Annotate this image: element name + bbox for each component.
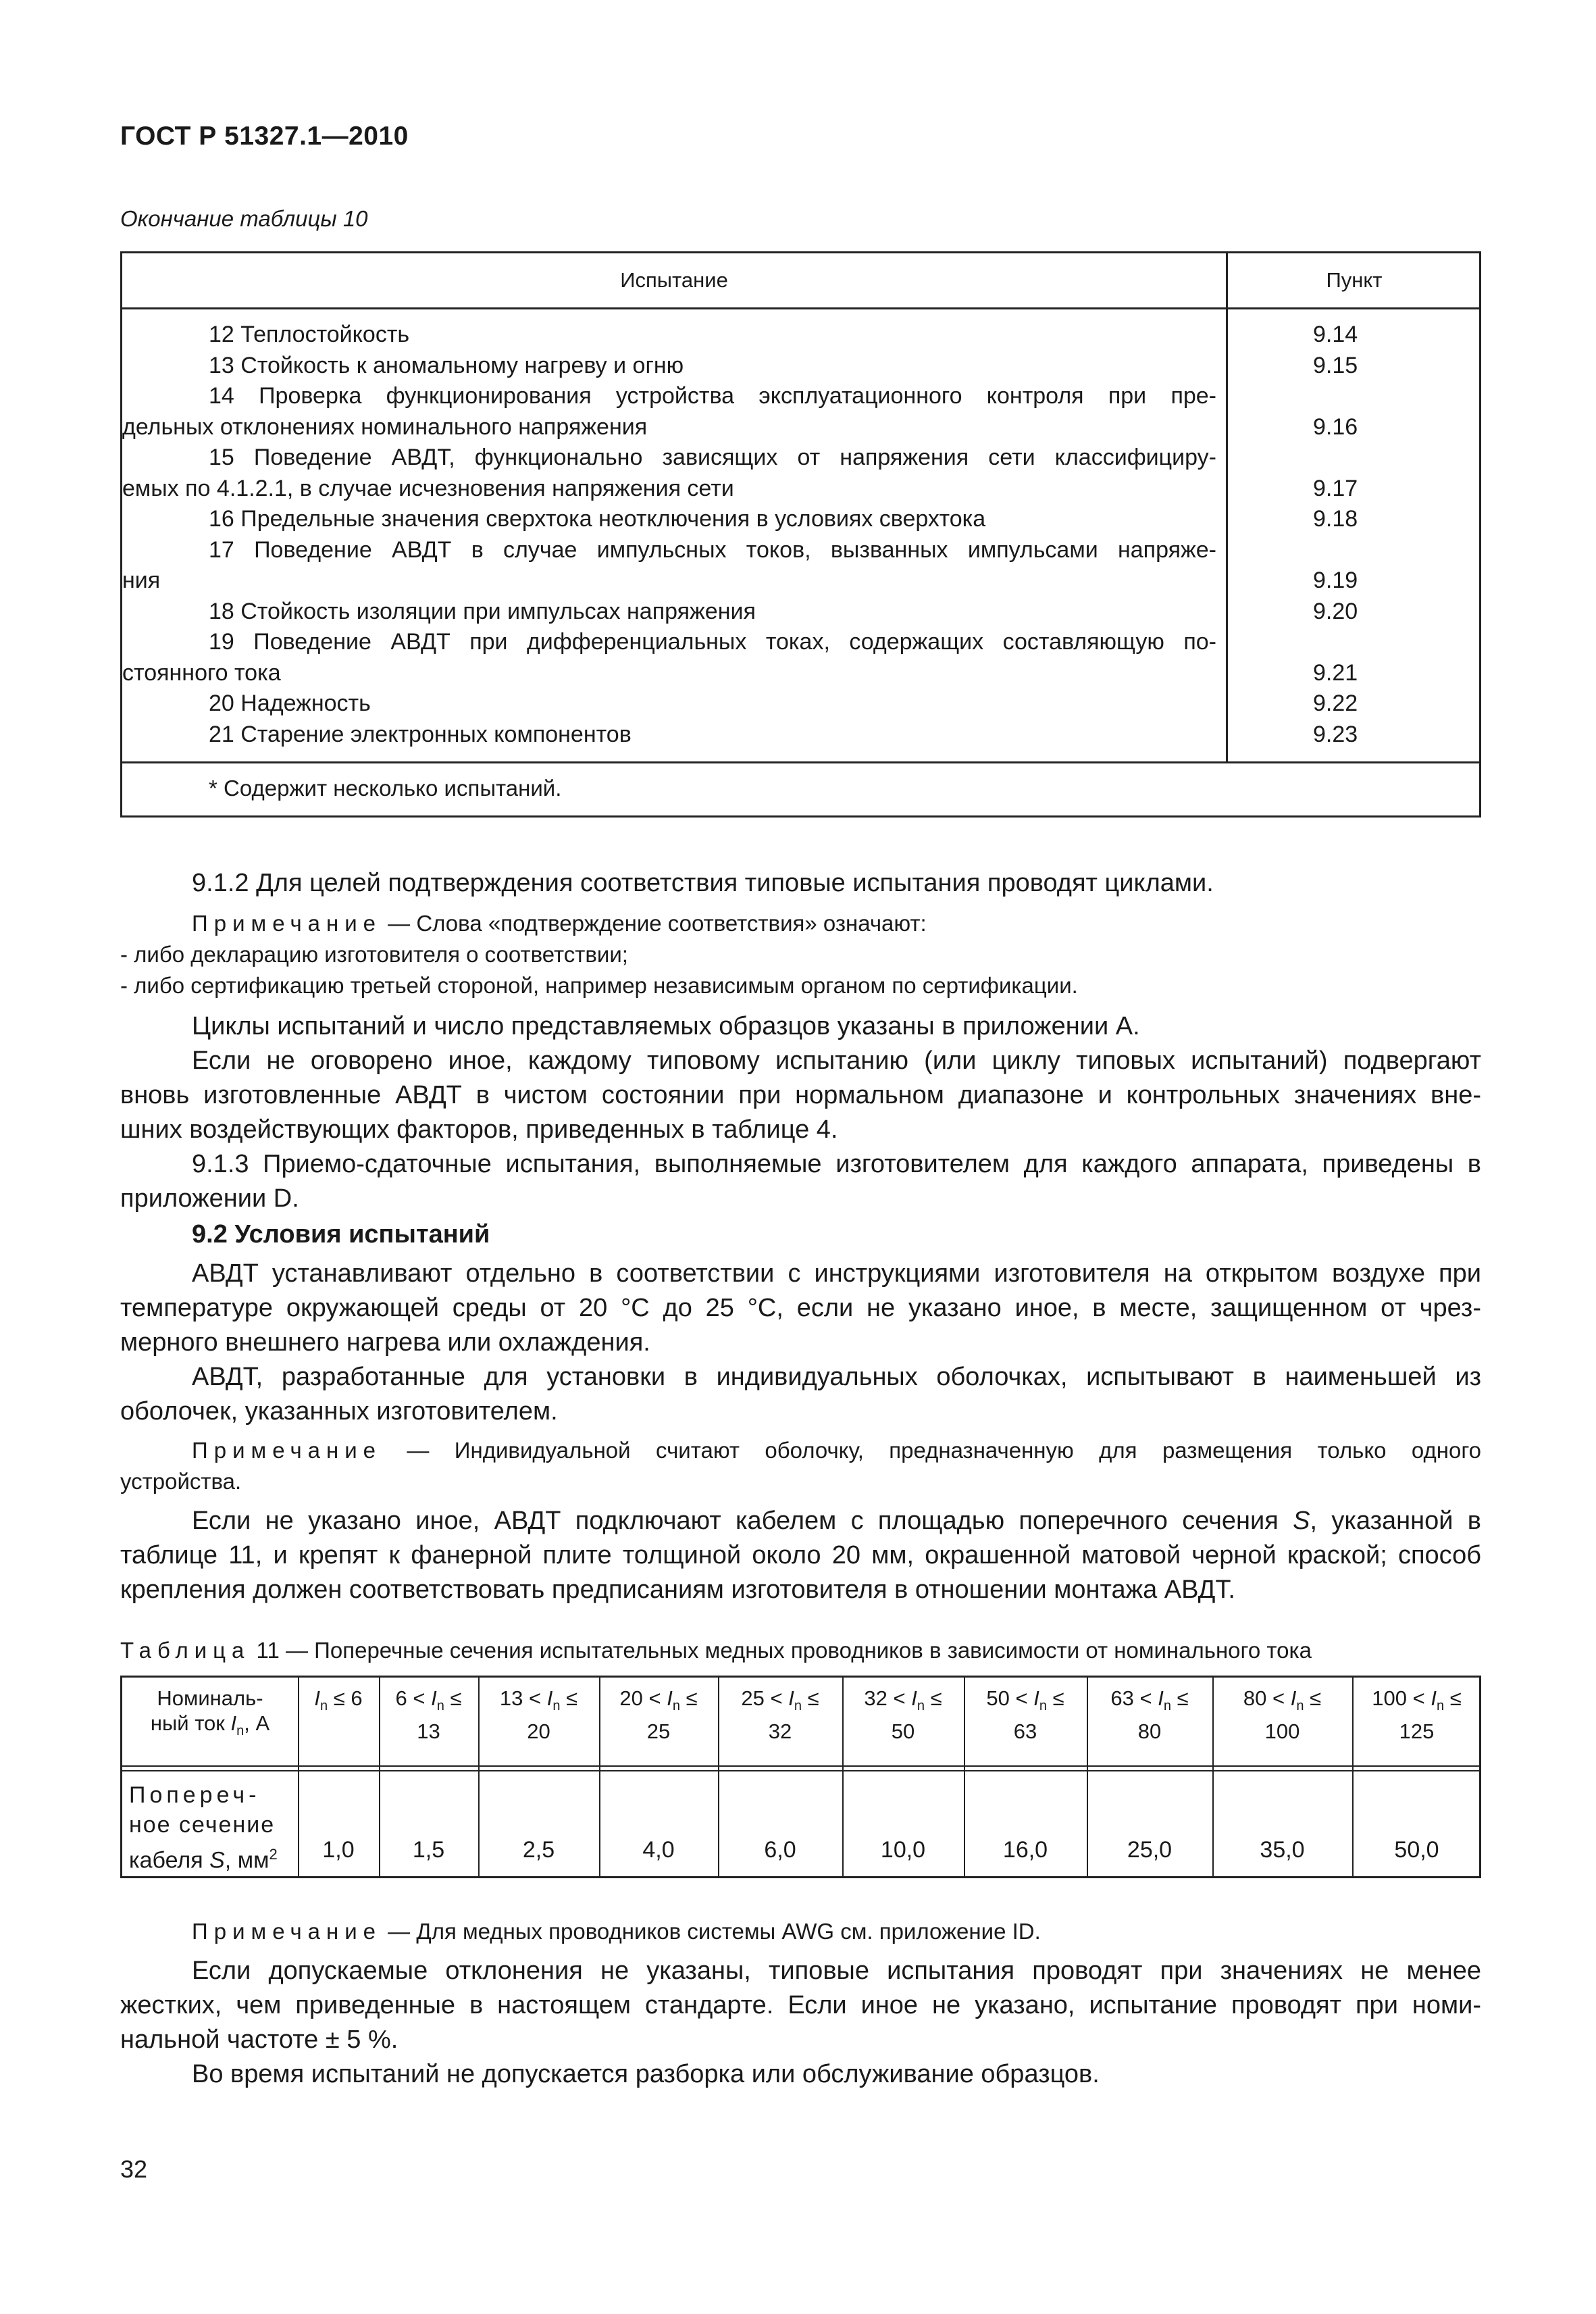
table10-row-text: 19 Поведение АВДТ при дифференциальных токах, содержащих составляющую по- (209, 629, 1216, 655)
table10-row-clause: 9.17 (1313, 475, 1358, 501)
table11-header-cell: $80 < I_n$ ≤ 100 (1243, 1686, 1322, 1744)
paragraph-install-line-2: температуре окружающей среды от 20 °С до 25 °С, если не указано иное, в месте, защищенном от чрез- (120, 1294, 1481, 1322)
table10-row-text: 15 Поведение АВДТ, функционально зависящих от напряжения сети классифициру- (209, 445, 1216, 470)
table11-value-cell: 1,0 (322, 1837, 355, 1863)
table10-col-clause: Пункт (1326, 268, 1383, 292)
paragraph-cable-line-1: Если не указано иное, АВДТ подключают кабелем с площадью поперечного сечения S, указанной в (192, 1507, 1481, 1535)
table11-value-cell: 16,0 (1002, 1837, 1048, 1863)
table11-value-cell: 10,0 (880, 1837, 926, 1863)
paragraph-install-line-1: АВДТ устанавливают отдельно в соответствии с инструкциями изготовителя на открытом воздухе при (192, 1259, 1481, 1288)
table11-value-cell: 2,5 (522, 1837, 555, 1863)
table11 (120, 1676, 1481, 1878)
table10-body (122, 320, 1216, 750)
table10-row-text: 17 Поведение АВДТ в случае импульсных токов, вызванных импульсами напряже- (209, 536, 1216, 563)
paragraph-9-1-2: 9.1.2 Для целей подтверждения соответствия типовые испытания проводят циклами. (192, 869, 1214, 897)
paragraph-unless-line-3: шних воздействующих факторов, приведенных в таблице 4. (120, 1115, 838, 1144)
table10-row-text: 16 Предельные значения сверхтока неотключения в условиях сверхтока (209, 506, 986, 532)
note-1-item-1: - либо декларацию изготовителя о соответствии; (120, 942, 628, 967)
table10-footnote: * Содержит несколько испытаний. (209, 776, 562, 801)
table10-row-clause: 9.23 (1313, 721, 1358, 747)
paragraph-deviation-line-2: жестких, чем приведенные в настоящем стандарте. Если иное не указано, испытание проводят при номи- (120, 1991, 1481, 2019)
table10-clauses (1228, 320, 1481, 750)
table10 (120, 251, 1481, 818)
table10-row-clause: 9.20 (1313, 598, 1358, 624)
paragraph-deviation-line-1: Если допускаемые отклонения не указаны, типовые испытания проводят при значениях не менее (192, 1957, 1481, 1985)
table11-row-header-section: Попереч- ное сечение кабеля S, $мм^2$ (129, 1782, 278, 1873)
table10-row-clause: 9.16 (1313, 413, 1358, 440)
page-number: 32 (120, 2155, 148, 2183)
table11-value-cell: 50,0 (1394, 1837, 1439, 1863)
paragraph-cable-line-3: крепления должен соответствовать предписаниям изготовителя в отношении монтажа АВДТ. (120, 1576, 1235, 1604)
paragraph-9-1-3-line-2: приложении D. (120, 1184, 299, 1213)
note-3: Примечание — Для медных проводников системы AWG см. приложение ID. (192, 1919, 1041, 1944)
table10-row-clause (1228, 627, 1481, 658)
paragraph-deviation-line-3: нальной частоте ± 5 %. (120, 2026, 398, 2054)
paragraph-unless-line-1: Если не оговорено иное, каждому типовому испытанию (или циклу типовых испытаний) подвергают (192, 1047, 1481, 1075)
table10-row-clause: 9.22 (1313, 690, 1358, 716)
table10-row-clause (1228, 443, 1481, 474)
table10-row-text: емых по 4.1.2.1, в случае исчезновения напряжения сети (122, 475, 734, 501)
table10-row-text: стоянного тока (122, 659, 281, 686)
note-2-line-1: Примечание — Индивидуальной считают оболочку, предназначенную для размещения только одного (192, 1438, 1481, 1463)
table11-value-cell: 6,0 (764, 1837, 796, 1863)
document-header: ГОСТ Р 51327.1—2010 (120, 122, 409, 151)
table10-row-clause: 9.19 (1313, 568, 1358, 593)
note-1: Примечание — Слова «подтверждение соответствия» означают: (192, 911, 927, 936)
note-label: Примечание (192, 1919, 382, 1944)
table11-header-cell: $50 < I_n$ ≤ 63 (986, 1686, 1064, 1744)
paragraph-unless-line-2: вновь изготовленные АВДТ в чистом состоянии при нормальном диапазоне и контрольных значениях вне- (120, 1081, 1481, 1109)
paragraph-cycles: Циклы испытаний и число представляемых образцов указаны в приложении А. (192, 1012, 1140, 1040)
table10-row-text: 12 Теплостойкость (209, 322, 410, 347)
table10-row-clause (1228, 381, 1481, 412)
table11-value-cell: 25,0 (1127, 1837, 1173, 1863)
table11-header-separator (122, 1765, 1479, 1771)
table11-header-cell: $6 < I_n$ ≤ 13 (395, 1686, 462, 1744)
table11-caption: Таблица 11 — Поперечные сечения испытательных медных проводников в зависимости от номинального тока (120, 1638, 1312, 1663)
table10-row-text: 18 Стойкость изоляции при импульсах напряжения (209, 598, 756, 624)
note-label: Примечание (192, 911, 382, 936)
table11-row-header-current: Номиналь- ный ток $I_n$, А (150, 1686, 270, 1739)
note-2-line-2: устройства. (120, 1469, 242, 1494)
table10-row-text: 13 Стойкость к аномальному нагреву и огню (209, 352, 684, 378)
note-label: Примечание (192, 1438, 382, 1463)
table10-row-text: 21 Старение электронных компонентов (209, 721, 632, 747)
table10-row-clause (1228, 535, 1481, 566)
table11-header-cell: $20 < I_n$ ≤ 25 (619, 1686, 698, 1744)
paragraph-9-1-3-line-1: 9.1.3 Приемо-сдаточные испытания, выполняемые изготовителем для каждого аппарата, приведены в (192, 1150, 1481, 1178)
table11-value-cell: 1,5 (412, 1837, 445, 1863)
table11-header-cell: $25 < I_n$ ≤ 32 (741, 1686, 819, 1744)
table10-row-text: 20 Надежность (209, 690, 371, 716)
table10-col-test: Испытание (620, 268, 728, 292)
paragraph-install-line-3: мерного внешнего нагрева или охлаждения. (120, 1328, 650, 1357)
table10-row-text: дельных отклонениях номинального напряжения (122, 413, 648, 440)
note-1-item-2: - либо сертификацию третьей стороной, например независимым органом по сертификации. (120, 973, 1078, 998)
table10-row-clause: 9.18 (1313, 506, 1358, 532)
table10-row-clause: 9.15 (1313, 352, 1358, 378)
table11-header-cell: $63 < I_n$ ≤ 80 (1110, 1686, 1189, 1744)
table11-value-cell: 35,0 (1260, 1837, 1305, 1863)
table10-header (122, 253, 1479, 309)
table11-header-cell: $100 < I_n$ ≤ 125 (1372, 1686, 1462, 1744)
table10-row-text: 14 Проверка функционирования устройства эксплуатационного контроля при пре- (209, 383, 1216, 409)
table11-header-cell: $13 < I_n$ ≤ 20 (499, 1686, 578, 1744)
section-heading-9-2: 9.2 Условия испытаний (192, 1220, 490, 1249)
table11-value-cell: 4,0 (642, 1837, 675, 1863)
table11-header-cell: $I_n \le 6$ (314, 1686, 363, 1714)
paragraph-last: Во время испытаний не допускается разборка или обслуживание образцов. (192, 2060, 1100, 2088)
table10-caption: Окончание таблицы 10 (120, 206, 368, 231)
paragraph-enclosure-line-2: оболочек, указанных изготовителем. (120, 1397, 558, 1426)
table11-header-cell: $32 < I_n$ ≤ 50 (864, 1686, 942, 1744)
paragraph-cable-line-2: таблице 11, и крепят к фанерной плите толщиной около 20 мм, окрашенной матовой черной краской; способ (120, 1541, 1481, 1569)
table10-footer (122, 761, 1479, 818)
table10-row-text: ния (122, 568, 161, 593)
table10-row-clause: 9.21 (1313, 659, 1358, 686)
table10-row-clause: 9.14 (1313, 322, 1358, 347)
paragraph-enclosure-line-1: АВДТ, разработанные для установки в индивидуальных оболочках, испытывают в наименьшей из (192, 1363, 1481, 1391)
